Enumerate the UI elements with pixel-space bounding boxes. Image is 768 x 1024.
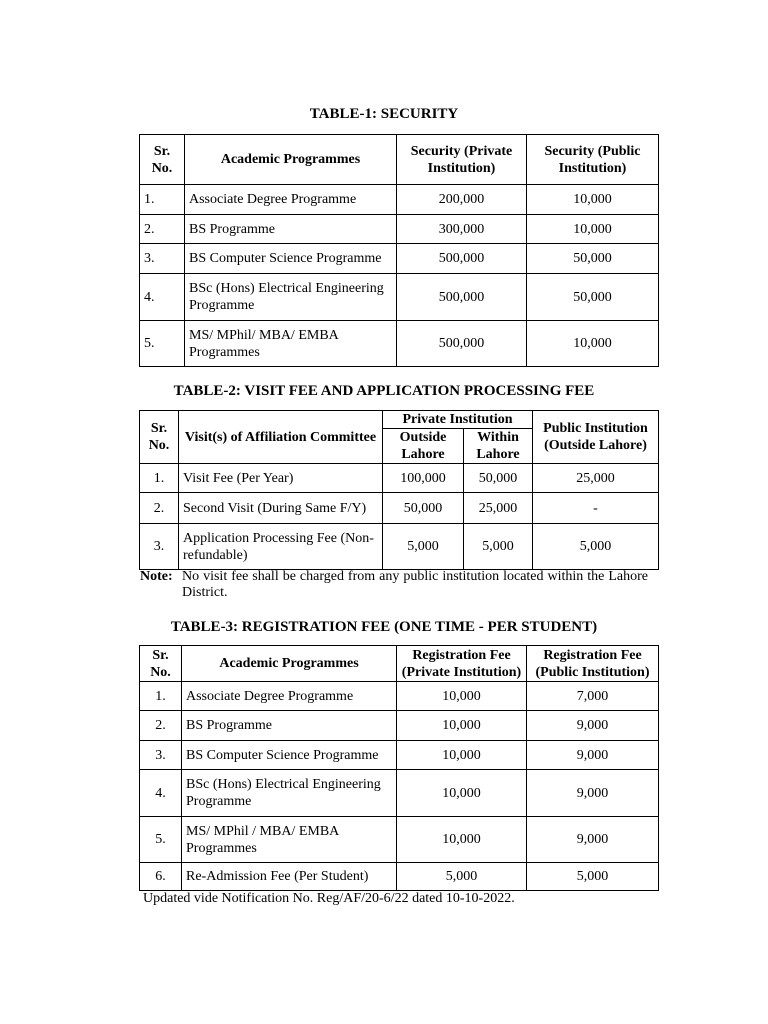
header-programme: Academic Programmes — [185, 135, 397, 185]
table-row — [140, 524, 659, 570]
header-visit: Visit(s) of Affiliation Committee — [179, 411, 383, 464]
cell-programme: BSc (Hons) Electrical Engineering Programme — [185, 274, 397, 321]
cell-public: 9,000 — [527, 817, 659, 863]
table-row — [140, 770, 659, 817]
cell-public: 50,000 — [527, 244, 659, 274]
cell-item: Second Visit (During Same F/Y) — [179, 493, 383, 524]
cell-private: 200,000 — [397, 185, 527, 215]
cell-sr: 1. — [140, 464, 179, 493]
cell-programme: MS/ MPhil / MBA/ EMBA Programmes — [182, 817, 397, 863]
cell-public: 10,000 — [527, 215, 659, 244]
cell-sr: 2. — [140, 215, 185, 244]
header-sr: Sr. No. — [140, 135, 185, 185]
cell-public: 5,000 — [533, 524, 659, 570]
cell-sr: 1. — [140, 682, 182, 711]
cell-private: 300,000 — [397, 215, 527, 244]
cell-programme: BS Computer Science Programme — [185, 244, 397, 274]
cell-sr: 4. — [140, 770, 182, 817]
cell-public: 9,000 — [527, 741, 659, 770]
cell-private: 500,000 — [397, 274, 527, 321]
table-row — [140, 711, 659, 741]
table-row — [140, 244, 659, 274]
table-row — [140, 185, 659, 215]
visit-fee-table — [139, 410, 659, 570]
table3-title: TABLE-3: REGISTRATION FEE (ONE TIME - PER STUDENT) — [170, 619, 598, 635]
cell-private: 500,000 — [397, 244, 527, 274]
note-label: Note: — [140, 569, 173, 584]
table2-title: TABLE-2: VISIT FEE AND APPLICATION PROCESSING FEE — [173, 383, 595, 399]
table-header-row — [140, 411, 659, 429]
header-private-institution: Private Institution — [383, 411, 533, 429]
header-security-private: Security (Private Institution) — [397, 135, 527, 185]
table-row — [140, 464, 659, 493]
cell-private: 10,000 — [397, 817, 527, 863]
table-row — [140, 493, 659, 524]
table1-title: TABLE-1: SECURITY — [309, 106, 459, 122]
cell-sr: 3. — [140, 244, 185, 274]
header-outside-lahore: Outside Lahore — [383, 429, 464, 464]
table-row — [140, 817, 659, 863]
table-row — [140, 682, 659, 711]
cell-within: 50,000 — [464, 464, 533, 493]
cell-sr: 4. — [140, 274, 185, 321]
cell-private: 5,000 — [397, 863, 527, 891]
cell-sr: 3. — [140, 524, 179, 570]
cell-outside: 50,000 — [383, 493, 464, 524]
table-row — [140, 321, 659, 367]
cell-programme: Associate Degree Programme — [185, 185, 397, 215]
cell-public: 9,000 — [527, 770, 659, 817]
header-security-public: Security (Public Institution) — [527, 135, 659, 185]
cell-public: 25,000 — [533, 464, 659, 493]
cell-sr: 2. — [140, 711, 182, 741]
cell-programme: BS Programme — [185, 215, 397, 244]
table-row — [140, 274, 659, 321]
cell-within: 5,000 — [464, 524, 533, 570]
cell-private: 500,000 — [397, 321, 527, 367]
header-within-lahore: Within Lahore — [464, 429, 533, 464]
cell-private: 10,000 — [397, 682, 527, 711]
cell-public: 7,000 — [527, 682, 659, 711]
table-row — [140, 741, 659, 770]
cell-programme: BS Programme — [182, 711, 397, 741]
cell-sr: 3. — [140, 741, 182, 770]
cell-sr: 1. — [140, 185, 185, 215]
cell-item: Visit Fee (Per Year) — [179, 464, 383, 493]
registration-fee-table — [139, 645, 659, 891]
header-programme: Academic Programmes — [182, 646, 397, 682]
cell-within: 25,000 — [464, 493, 533, 524]
header-public-institution: Public Institution (Outside Lahore) — [533, 411, 659, 464]
cell-public: 10,000 — [527, 321, 659, 367]
cell-programme: BS Computer Science Programme — [182, 741, 397, 770]
cell-public: 5,000 — [527, 863, 659, 891]
note — [140, 569, 652, 601]
cell-public: 10,000 — [527, 185, 659, 215]
cell-programme: MS/ MPhil/ MBA/ EMBA Programmes — [185, 321, 397, 367]
table-row — [140, 215, 659, 244]
cell-sr: 5. — [140, 817, 182, 863]
cell-private: 10,000 — [397, 741, 527, 770]
cell-outside: 5,000 — [383, 524, 464, 570]
cell-public: 50,000 — [527, 274, 659, 321]
header-registration-public: Registration Fee (Public Institution) — [527, 646, 659, 682]
cell-item: Application Processing Fee (Non-refundable) — [179, 524, 383, 570]
update-notice: Updated vide Notification No. Reg/AF/20-6/22 dated 10-10-2022. — [143, 891, 515, 906]
table-header-row — [140, 646, 659, 682]
table-header-row — [140, 135, 659, 185]
cell-sr: 5. — [140, 321, 185, 367]
cell-programme: Re-Admission Fee (Per Student) — [182, 863, 397, 891]
cell-programme: Associate Degree Programme — [182, 682, 397, 711]
header-sr: Sr. No. — [140, 411, 179, 464]
header-sr: Sr. No. — [140, 646, 182, 682]
cell-outside: 100,000 — [383, 464, 464, 493]
cell-sr: 6. — [140, 863, 182, 891]
header-registration-private: Registration Fee (Private Institution) — [397, 646, 527, 682]
cell-private: 10,000 — [397, 770, 527, 817]
cell-programme: BSc (Hons) Electrical Engineering Programme — [182, 770, 397, 817]
security-table — [139, 134, 659, 367]
note-text: No visit fee shall be charged from any public institution located within the Lahore District. — [182, 569, 648, 600]
table-row — [140, 863, 659, 891]
cell-public: 9,000 — [527, 711, 659, 741]
cell-public: - — [533, 493, 659, 524]
cell-sr: 2. — [140, 493, 179, 524]
cell-private: 10,000 — [397, 711, 527, 741]
